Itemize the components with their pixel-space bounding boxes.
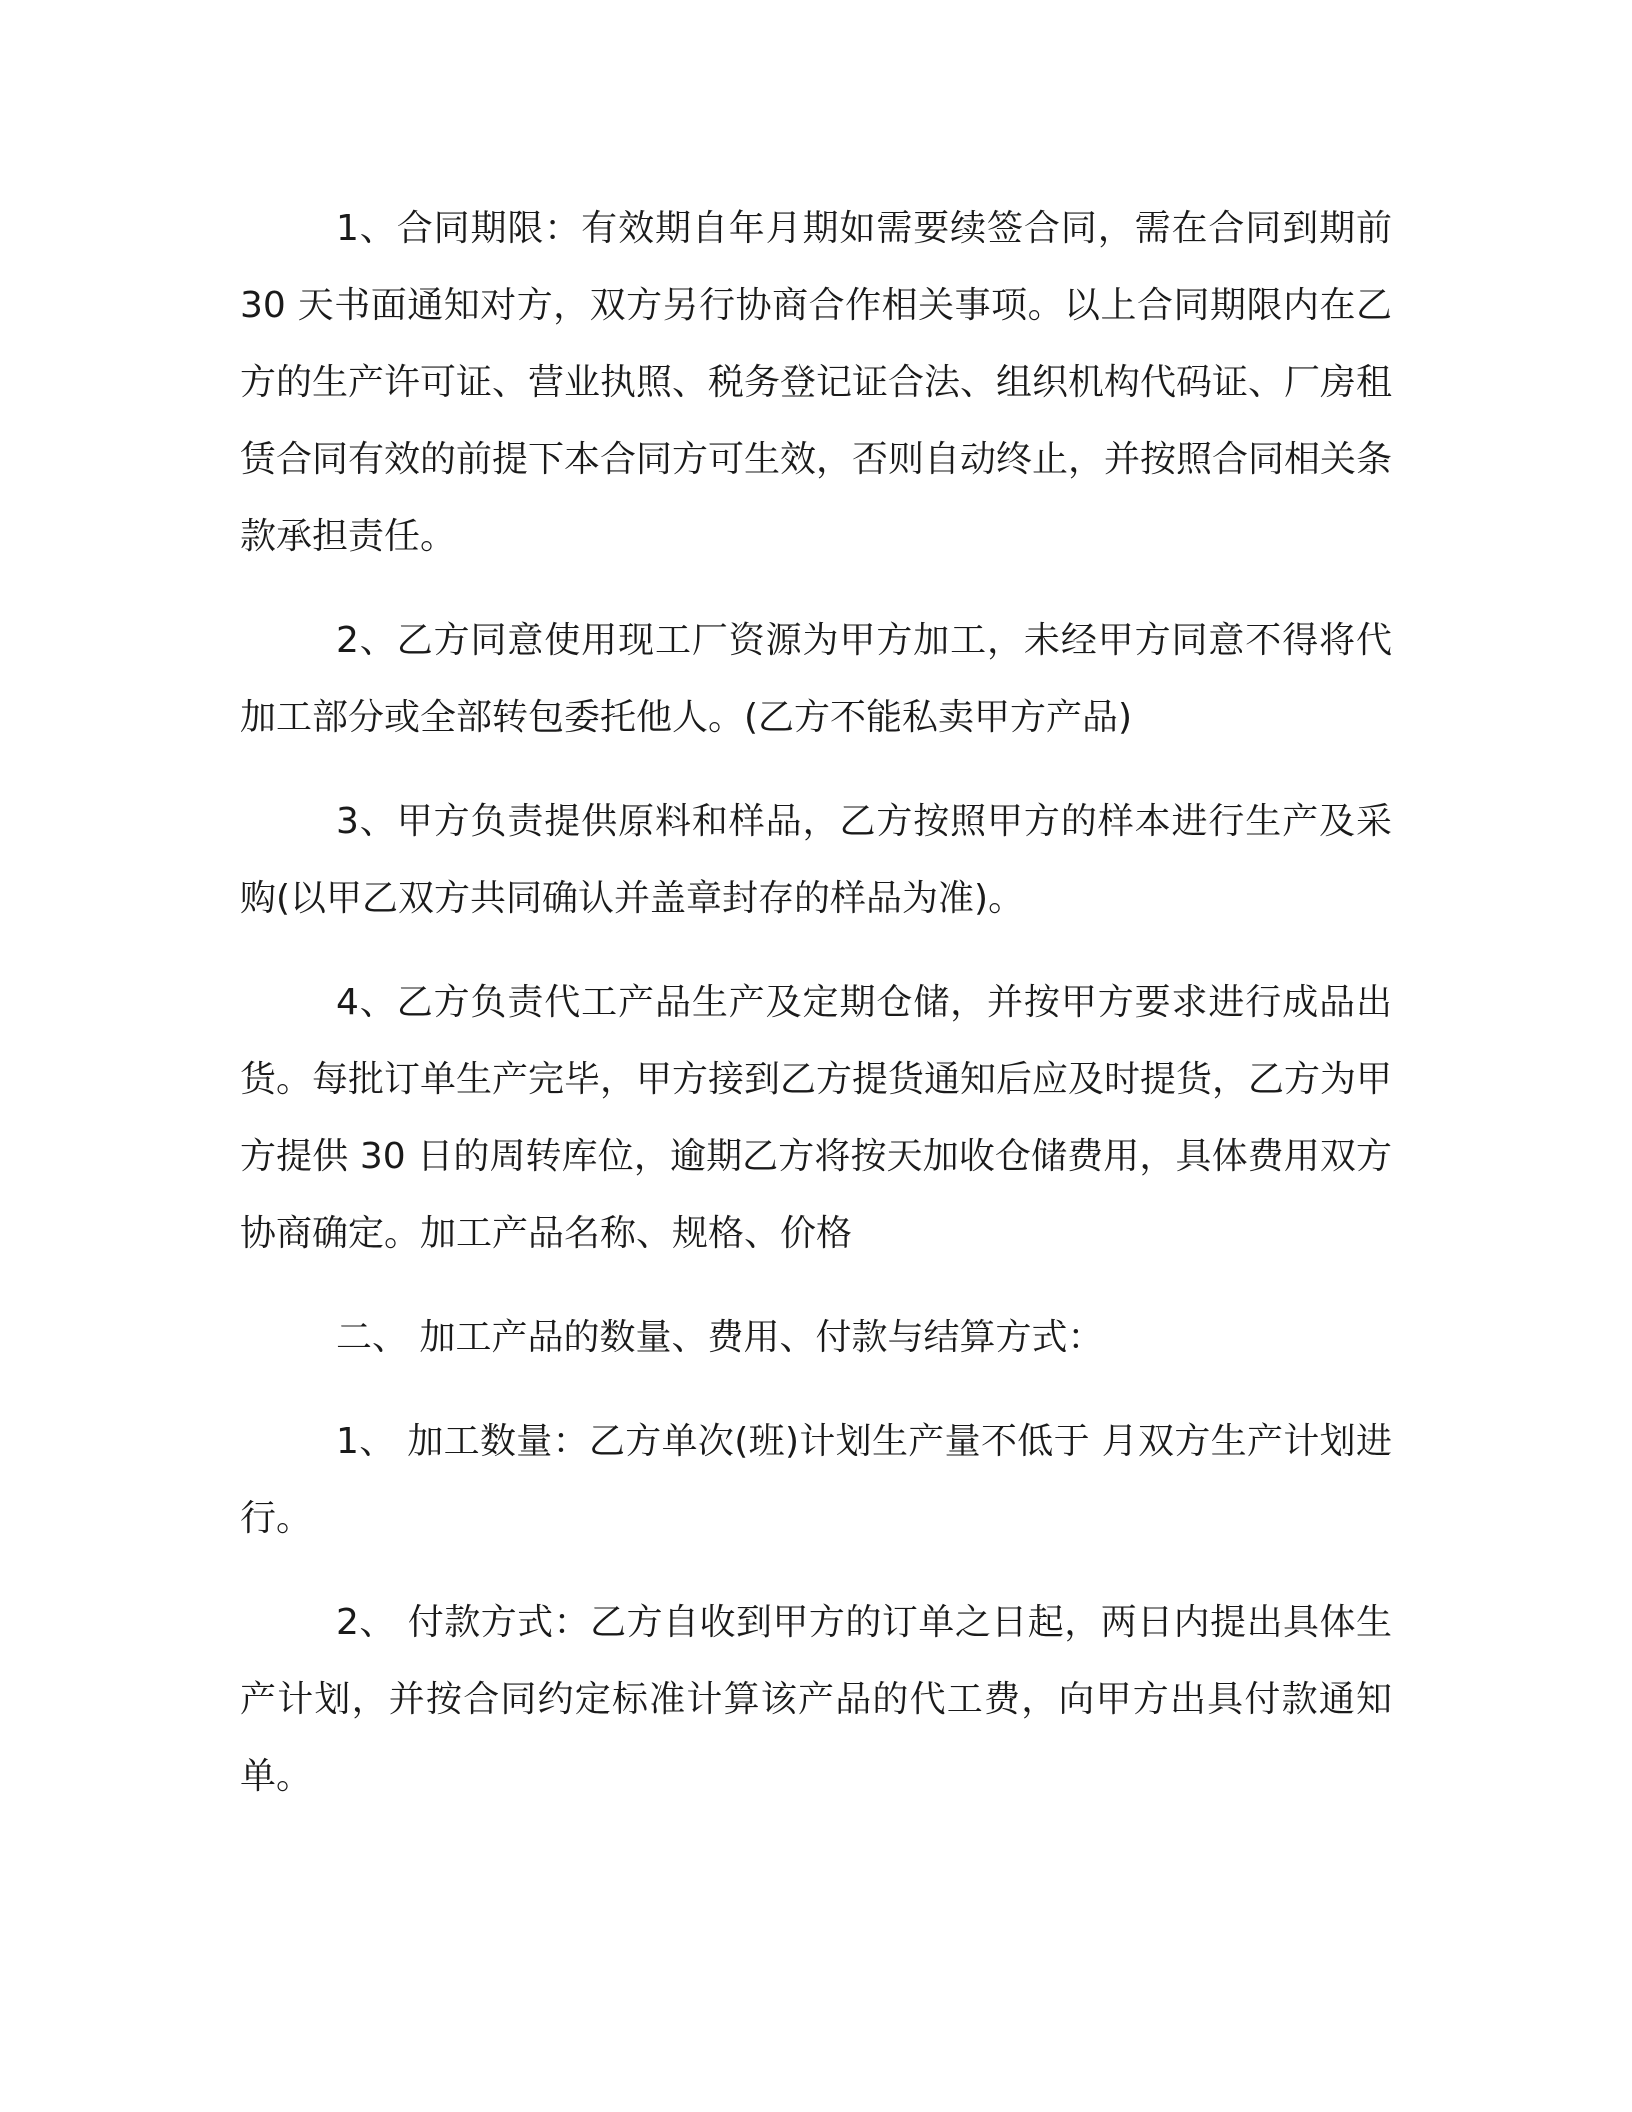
clause-processing-quantity: 1、 加工数量：乙方单次(班)计划生产量不低于 月双方生产计划进行。 — [240, 1421, 1392, 1539]
clause-payment-method: 2、 付款方式：乙方自收到甲方的订单之日起，两日内提出具体生产计划，并按合同约定标准计算该产品的代工费，向甲方出具付款通知单。 — [240, 1602, 1392, 1797]
contract-body — [240, 190, 1392, 1842]
section-2-heading: 二、 加工产品的数量、费用、付款与结算方式： — [336, 1317, 1104, 1358]
clause-1-contract-term: 1、合同期限：有效期自年月期如需要续签合同，需在合同到期前 30 天书面通知对方，双方另行协商合作相关事项。以上合同期限内在乙方的生产许可证、营业执照、税务登记证合法、组织机构代码证、厂房租赁合同有效的前提下本合同方可生效，否则自动终止，并按照合同相关条款承担责任。 — [240, 208, 1393, 557]
clause-4-production-storage: 4、乙方负责代工产品生产及定期仓储，并按甲方要求进行成品出货。每批订单生产完毕，甲方接到乙方提货通知后应及时提货，乙方为甲方提供 30 日的周转库位，逾期乙方将按天加收仓储费用，具体费用双方协商确定。加工产品名称、规格、价格 — [240, 982, 1393, 1254]
clause-3-materials-samples: 3、甲方负责提供原料和样品，乙方按照甲方的样本进行生产及采购(以甲乙双方共同确认并盖章封存的样品为准)。 — [240, 801, 1392, 919]
clause-2-no-subcontract: 2、乙方同意使用现工厂资源为甲方加工，未经甲方同意不得将代加工部分或全部转包委托他人。(乙方不能私卖甲方产品) — [240, 620, 1392, 738]
